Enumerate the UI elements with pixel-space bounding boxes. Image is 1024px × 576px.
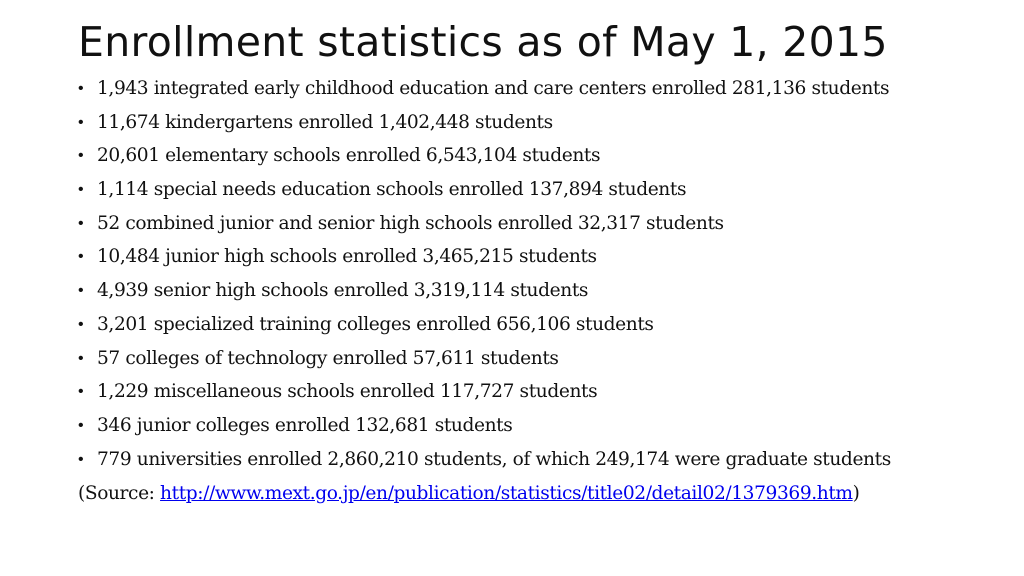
list-item-text: 11,674 kindergartens enrolled 1,402,448 students — [97, 111, 553, 133]
list-item-text: 20,601 elementary schools enrolled 6,543,104 students — [97, 145, 601, 167]
list-item — [78, 342, 891, 376]
list-item — [78, 106, 891, 140]
source-citation — [78, 477, 860, 510]
list-item — [78, 375, 891, 409]
list-item-text: 779 universities enrolled 2,860,210 students, of which 249,174 were graduate students — [97, 448, 891, 470]
list-item-text: 57 colleges of technology enrolled 57,611 students — [97, 347, 559, 369]
list-item-text: 4,939 senior high schools enrolled 3,319,114 students — [97, 280, 589, 302]
list-item — [78, 443, 891, 477]
list-item — [78, 207, 891, 241]
list-item — [78, 240, 891, 274]
list-item — [78, 274, 891, 308]
bullet-icon: • — [78, 181, 84, 199]
bullet-icon: • — [78, 80, 84, 97]
bullet-icon: • — [78, 383, 84, 401]
slide-title: Enrollment statistics as of May 1, 2015 — [78, 18, 888, 66]
bullet-icon: • — [78, 248, 84, 266]
list-item-text: 1,114 special needs education schools enrolled 137,894 students — [97, 179, 687, 201]
list-item-text: 52 combined junior and senior high schools enrolled 32,317 students — [97, 212, 724, 234]
list-item — [78, 139, 891, 173]
bullet-icon: • — [78, 349, 84, 367]
list-item — [78, 409, 891, 443]
bullet-icon: • — [78, 214, 84, 232]
bullet-icon: • — [78, 315, 84, 333]
bullet-icon: • — [78, 147, 84, 165]
bullet-icon: • — [78, 282, 84, 300]
list-item-text: 1,229 miscellaneous schools enrolled 117,727 students — [97, 381, 598, 403]
bullet-icon: • — [78, 113, 84, 131]
list-item-text: 3,201 specialized training colleges enrolled 656,106 students — [97, 313, 654, 335]
list-item — [78, 173, 891, 207]
list-item-text: 346 junior colleges enrolled 132,681 students — [97, 414, 513, 436]
list-item — [78, 308, 891, 342]
enrollment-list — [78, 72, 891, 476]
bullet-icon: • — [78, 450, 84, 468]
list-item-text: 1,943 integrated early childhood education and care centers enrolled 281,136 students — [97, 78, 890, 99]
list-item-text: 10,484 junior high schools enrolled 3,465,215 students — [97, 246, 597, 268]
bullet-icon: • — [78, 416, 84, 434]
source-suffix: ) — [852, 483, 860, 504]
source-prefix: (Source: — [78, 483, 161, 504]
source-link[interactable]: http://www.mext.go.jp/en/publication/statistics/title02/detail02/1379369.htm — [160, 483, 853, 504]
list-item — [78, 72, 891, 106]
